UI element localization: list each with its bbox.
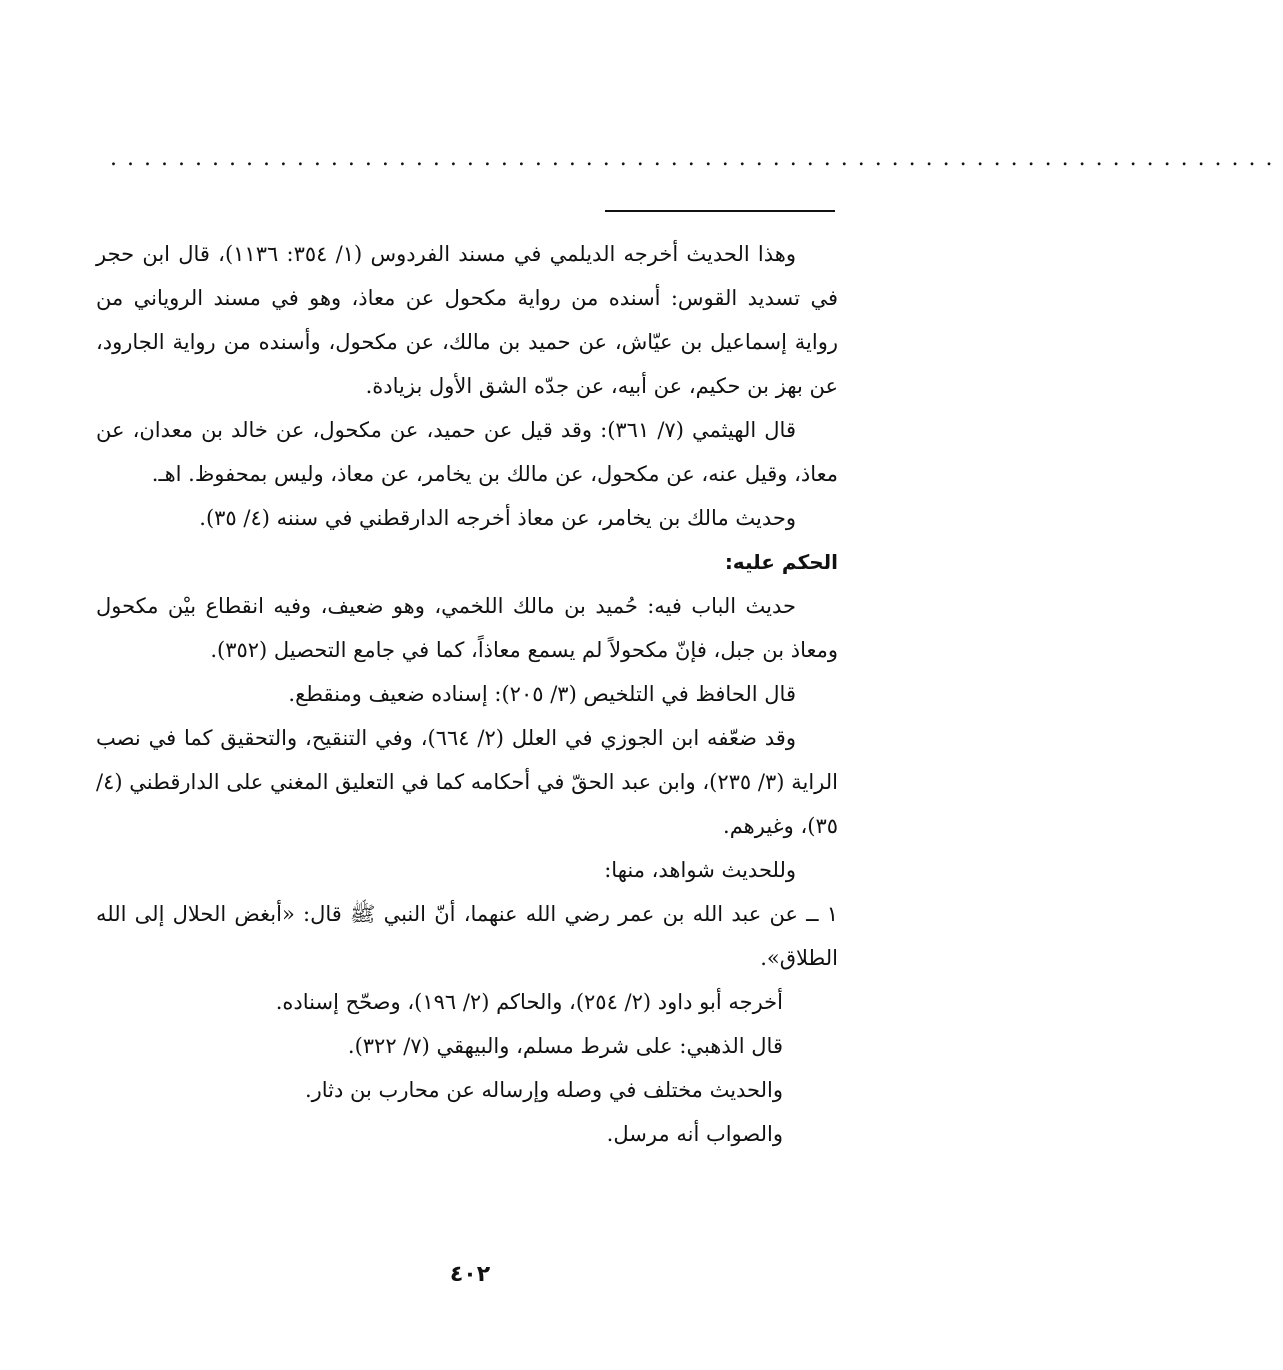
paragraph-malik: وحديث مالك بن يخامر، عن معاذ أخرجه الدارقطني في سننه (٤/ ٣٥).: [199, 506, 796, 530]
ruling-paragraph: قال الحافظ في التلخيص (٣/ ٢٠٥): إسناده ضعيف ومنقطع.: [288, 682, 796, 706]
sub-note: قال الذهبي: على شرط مسلم، والبيهقي (٧/ ٣٢٢).: [347, 1034, 783, 1058]
ruling-paragraph: وقد ضعّفه ابن الجوزي في العلل (٢/ ٦٦٤)، وفي التنقيح، والتحقيق كما في نصب الراية (٣/ ٢٣٥)، وابن عبد الحقّ في أحكامه كما في التعليق المغني على الدارقطني (٤/ ٣٥)، وغيرهم.: [96, 726, 838, 838]
sub-note: أخرجه أبو داود (٢/ ٢٥٤)، والحاكم (٢/ ١٩٦)، وصحّح إسناده.: [275, 990, 783, 1014]
ruling-paragraph: وللحديث شواهد، منها:: [604, 858, 796, 882]
sub-note: والحديث مختلف في وصله وإرساله عن محارب بن دثار.: [304, 1078, 783, 1102]
page-body: [96, 232, 838, 1156]
ruling-paragraph: حديث الباب فيه: حُميد بن مالك اللخمي، وهو ضعيف، وفيه انقطاع بيْن مكحول ومعاذ بن جبل، فإنّ مكحولاً لم يسمع معاذاً، كما في جامع التحصيل (٣٥٢).: [96, 594, 838, 662]
dotted-separator: .....................................................................: [110, 146, 1283, 171]
paragraph-dailami: وهذا الحديث أخرجه الديلمي في مسند الفردوس (١/ ٣٥٤: ١١٣٦)، قال ابن حجر في تسديد القوس: أسنده من رواية مكحول عن معاذ، وهو في مسند الروياني من رواية إسماعيل بن عيّاش، عن حميد بن مالك، عن مكحول، وأسنده من رواية الجارود، عن بهز بن حكيم، عن أبيه، عن جدّه الشق الأول بزيادة.: [96, 242, 838, 398]
page-number: ٤٠٢: [449, 1262, 491, 1287]
footnote-rule: [605, 210, 835, 212]
witness-hadith: ١ ــ عن عبد الله بن عمر رضي الله عنهما، أنّ النبي ﷺ قال: «أبغض الحلال إلى الله الطلاق».: [96, 902, 838, 970]
section-heading: الحكم عليه:: [724, 550, 838, 574]
sub-note: والصواب أنه مرسل.: [606, 1122, 783, 1146]
paragraph-haythami: قال الهيثمي (٧/ ٣٦١): وقد قيل عن حميد، عن مكحول، عن خالد بن معدان، عن معاذ، وقيل عنه، عن مكحول، عن مالك بن يخامر، عن معاذ، وليس بمحفوظ. اهـ.: [96, 418, 838, 486]
